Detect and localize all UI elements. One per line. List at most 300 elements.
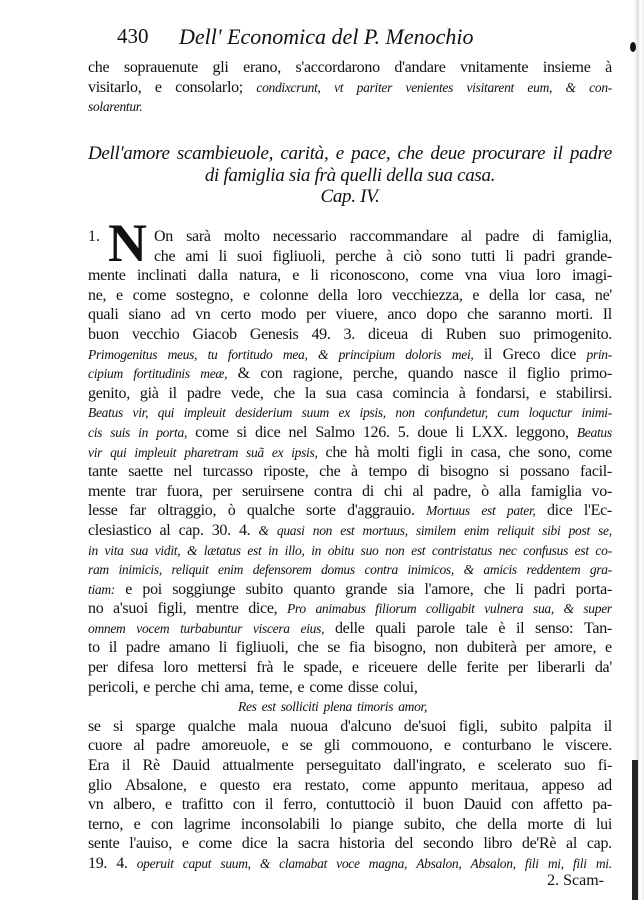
italian-text: conturbano: [462, 737, 532, 755]
italian-text: con: [232, 796, 255, 814]
italian-text: secondo: [423, 835, 474, 853]
italian-text: buon: [88, 325, 119, 343]
latin-quotation: pharetram: [184, 444, 239, 460]
italian-text: colui,: [383, 678, 418, 696]
latin-quotation: &: [259, 856, 271, 871]
latin-quotation: &: [258, 522, 269, 538]
italian-text: saranno: [498, 306, 546, 324]
italian-text: li: [455, 423, 464, 441]
italian-text: li: [505, 247, 514, 265]
italian-text: padre: [186, 384, 221, 402]
italian-text: fi-: [597, 757, 612, 775]
italian-text: nasce: [463, 365, 498, 383]
italian-text: ne,: [88, 286, 107, 304]
italian-text: fondarsi,: [475, 384, 530, 402]
italian-text: amore,: [553, 639, 597, 657]
italian-text: restato,: [304, 776, 349, 794]
text-line: [88, 678, 612, 698]
italian-text: riposte,: [263, 463, 309, 481]
italian-text: glio: [88, 776, 112, 794]
italian-text: historia: [339, 835, 385, 853]
italian-text: LXX.: [471, 423, 508, 441]
italian-text: perche: [335, 247, 377, 265]
text-line: [88, 580, 612, 600]
latin-quotation: mi,: [547, 856, 564, 871]
italian-text: doue: [417, 423, 448, 441]
latin-quotation: caput: [182, 856, 212, 871]
italian-text: grande-: [565, 247, 612, 265]
italian-text: morti.: [555, 306, 593, 324]
italian-text: al: [412, 482, 424, 500]
italian-text: le: [282, 659, 294, 677]
italian-text: Greco: [502, 345, 541, 363]
italian-text: casa,: [470, 443, 501, 461]
italian-text: e: [443, 737, 451, 755]
italian-text: Il: [602, 306, 612, 324]
italian-text: Absalone,: [124, 776, 187, 794]
italian-text: lagrime: [183, 815, 231, 833]
text-line: [88, 227, 612, 247]
italian-text: d'andare: [394, 59, 446, 76]
italian-text: Ruben: [445, 325, 487, 343]
latin-quotation: inimi-: [581, 405, 612, 421]
italian-text: soprauenute: [123, 59, 198, 76]
italian-text: difesa: [117, 659, 154, 677]
page-header: [117, 24, 577, 50]
italian-text: da': [594, 659, 612, 677]
italian-text: pa-: [592, 796, 612, 814]
italian-text: imagi-: [571, 267, 612, 285]
text-line: [88, 501, 612, 521]
italian-text: il: [264, 796, 274, 814]
italian-text: Giacob: [192, 325, 237, 343]
italian-text: siano: [128, 306, 161, 324]
latin-quotation: in: [138, 424, 149, 440]
latin-quotation: fili: [524, 856, 539, 871]
latin-quotation: principium: [338, 346, 395, 362]
italian-text: sostegno,: [175, 286, 234, 304]
italian-text: in: [450, 443, 463, 461]
italian-text: sacra: [297, 835, 330, 853]
italian-text: vn: [88, 796, 104, 814]
text-line: [88, 345, 612, 365]
italian-text: subito: [245, 580, 283, 598]
italian-text: turcasso: [202, 463, 253, 481]
latin-quotation: est: [411, 542, 426, 558]
latin-quotation: sibi: [542, 522, 561, 538]
italian-text: che: [319, 463, 341, 481]
italian-text: al: [159, 521, 171, 539]
latin-quotation: viscera: [252, 620, 290, 636]
italian-text: perche,: [352, 365, 398, 383]
italian-text: ferite: [466, 659, 499, 677]
italian-text: se: [327, 639, 341, 657]
latin-quotation: desiderium: [235, 405, 293, 421]
italian-text: riconoscono,: [330, 267, 409, 285]
italian-text: 19.: [88, 855, 108, 872]
italian-text: e: [604, 639, 612, 657]
italian-text: spade,: [303, 659, 343, 677]
italian-text: mettersi: [197, 659, 247, 677]
italian-text: gli: [323, 737, 340, 755]
italian-text: figlio: [526, 365, 560, 383]
italian-text: trafitto: [181, 796, 223, 814]
italian-text: sono: [431, 247, 461, 265]
italian-text: dopo: [426, 306, 458, 324]
section-number: 1.: [88, 228, 100, 245]
latin-quotation: suum,: [220, 856, 251, 871]
italian-text: to: [88, 639, 100, 657]
italian-text: di: [420, 325, 433, 343]
latin-quotation: nec: [498, 542, 517, 558]
italian-text: come: [198, 835, 232, 853]
italian-text: gli: [212, 59, 229, 76]
italian-text: il: [483, 345, 493, 363]
italian-text: scelerato: [497, 757, 552, 775]
latin-quotation: enim: [218, 562, 244, 578]
italian-text: contuttociò: [326, 796, 395, 814]
latin-quotation: clamabat: [279, 856, 328, 871]
italian-text: ragione,: [292, 365, 343, 383]
italian-text: e: [181, 835, 189, 853]
italian-text: lo: [330, 815, 342, 833]
italian-text: sorte: [306, 502, 336, 520]
italian-text: non: [434, 639, 458, 657]
italian-text: stabilirsi.: [556, 384, 612, 402]
italian-text: come: [419, 267, 454, 285]
latin-quotation: venientes: [405, 79, 454, 95]
scan-mark: [630, 42, 636, 52]
italian-text: necessario: [272, 228, 337, 245]
italian-text: suo: [499, 325, 521, 343]
text-line: [88, 403, 612, 423]
italian-text: figliuoli,: [235, 639, 289, 657]
latin-quotation: meus,: [167, 346, 198, 362]
italian-text: li: [310, 267, 319, 285]
latin-quotation: porta,: [156, 424, 188, 440]
text-line: [88, 521, 612, 541]
italian-text: della: [487, 815, 517, 833]
italian-text: molto: [223, 228, 260, 245]
italian-text: e: [292, 267, 300, 285]
italian-text: 49.: [311, 325, 331, 343]
latin-quotation: cis: [88, 424, 103, 440]
italian-text: clesiastico: [88, 521, 152, 539]
italian-text: e: [351, 659, 359, 677]
italian-text: figli: [417, 443, 443, 461]
italian-text: lesse: [88, 502, 118, 520]
latin-quotation: est: [574, 542, 589, 558]
italian-text: pericoli,: [88, 678, 139, 696]
italian-text: li: [515, 580, 524, 598]
latin-quotation: loquctur: [528, 405, 572, 421]
text-line: [88, 266, 612, 286]
italian-text: vede,: [230, 384, 264, 402]
italian-text: che: [154, 247, 176, 265]
italian-text: cap.: [586, 835, 612, 853]
italian-text: suoi: [236, 247, 263, 265]
italian-text: e: [116, 286, 123, 304]
latin-quotation: est: [247, 542, 262, 558]
italian-text: inclinati: [136, 267, 187, 285]
latin-quotation: super: [583, 601, 612, 617]
italian-text: se: [299, 737, 313, 755]
italian-text: al: [133, 737, 145, 755]
italian-text: se: [88, 717, 101, 735]
latin-quotation: illo,: [284, 542, 305, 558]
italian-text: parole: [416, 619, 455, 637]
text-line: [88, 756, 612, 776]
italian-text: sono,: [537, 443, 571, 461]
latin-quotation: in: [268, 542, 279, 558]
italian-text: figliuoli,: [272, 247, 326, 265]
latin-quotation: in: [311, 542, 322, 558]
text-line: [88, 854, 612, 874]
latin-quotation: quasi: [276, 522, 305, 538]
italian-text: Dauid: [172, 757, 210, 775]
italian-text: seruirsene: [242, 482, 304, 500]
italian-text: libro: [483, 835, 513, 853]
latin-quotation: fortitudo: [227, 346, 273, 362]
italian-text: che: [88, 59, 110, 76]
latin-quotation: timoris: [357, 699, 394, 715]
italian-text: dall'ingrato,: [393, 757, 466, 775]
italian-text: facil-: [580, 463, 612, 481]
italian-text: possano: [519, 463, 570, 481]
latin-quotation: Pro: [286, 601, 306, 617]
italian-text: la: [304, 384, 316, 402]
latin-quotation: suis: [110, 424, 131, 440]
italian-text: di: [362, 482, 374, 500]
italian-text: l'amore,: [424, 580, 474, 598]
latin-quotation: confundetur,: [424, 405, 488, 421]
italian-text: colonne: [259, 286, 309, 304]
italian-text: subito: [500, 717, 538, 735]
latin-quotation: impleuit: [183, 405, 226, 421]
italian-text: far: [129, 502, 146, 520]
latin-quotation: vidit,: [154, 542, 181, 558]
italian-text: Rè: [142, 757, 160, 775]
italian-text: hà: [354, 443, 370, 461]
text-line: [88, 247, 612, 267]
italian-text: e: [165, 796, 172, 814]
italian-text: ama,: [224, 678, 254, 696]
italian-text: diceua: [367, 325, 408, 343]
italian-text: erano,: [243, 59, 281, 76]
latin-quotation: mei,: [451, 346, 474, 362]
latin-quotation: operuit: [136, 856, 174, 871]
italian-text: ad: [597, 776, 612, 794]
italian-text: alla: [498, 482, 521, 500]
italian-text: delle: [334, 619, 365, 637]
italian-text: come: [361, 776, 396, 794]
italian-text: il: [108, 639, 117, 657]
italian-text: casa: [356, 384, 383, 402]
italian-text: li: [218, 247, 227, 265]
italian-text: oltraggio,: [157, 502, 217, 520]
text-line: [88, 462, 612, 482]
latin-quotation: Primogenitus: [88, 346, 158, 362]
italian-text: trar: [135, 482, 157, 500]
italian-text: amoreuole,: [201, 737, 270, 755]
latin-quotation: Mortuus: [426, 503, 470, 519]
italian-text: à: [458, 384, 466, 402]
italian-text: come: [195, 423, 229, 441]
italian-text: Tan-: [584, 619, 612, 637]
latin-quotation: plena: [323, 699, 353, 715]
italian-text: modo: [260, 306, 297, 324]
latin-quotation: similem: [415, 522, 456, 538]
italian-text: il: [404, 796, 414, 814]
italian-text: dice: [254, 423, 281, 441]
latin-quotation: vt: [334, 79, 344, 95]
text-line: [88, 834, 612, 854]
latin-quotation: vulnera: [484, 601, 524, 617]
italian-text: loro: [357, 286, 382, 304]
italian-text: viscere.: [565, 737, 612, 755]
italian-text: della: [317, 286, 348, 304]
latin-quotation: ram: [88, 562, 109, 578]
italian-text: molti: [377, 443, 410, 461]
italian-text: lui: [596, 815, 612, 833]
italian-text: terno,: [88, 815, 124, 833]
italian-text: tante: [88, 463, 118, 481]
text-line: [88, 325, 612, 345]
italian-text: che: [455, 815, 477, 833]
italian-text: palpita: [549, 717, 592, 735]
italian-text: Era: [88, 757, 110, 775]
italian-text: quanto: [293, 580, 335, 598]
italian-text: ferro,: [283, 796, 317, 814]
italian-text: Dauid: [463, 796, 502, 814]
italian-text: inconsolabili: [240, 815, 320, 833]
italian-text: qualche: [187, 717, 236, 735]
italian-text: liberarli: [537, 659, 586, 677]
italian-text: di: [573, 815, 586, 833]
latin-quotation: co-: [595, 542, 612, 558]
latin-quotation: lætatus: [203, 542, 241, 558]
italian-text: che: [273, 384, 295, 402]
latin-quotation: contristatus: [431, 542, 493, 558]
italian-text: 4.: [238, 521, 251, 539]
italian-text: de'Rè: [521, 835, 557, 853]
italian-text: raccommandare: [349, 228, 448, 245]
italian-text: disse: [347, 678, 379, 696]
page-number: 430: [117, 24, 149, 48]
italian-text: il: [508, 365, 517, 383]
italian-text: mente: [88, 482, 126, 500]
italian-text: à: [605, 59, 612, 76]
italian-text: casa,: [555, 286, 586, 304]
italian-text: e: [143, 678, 150, 696]
latin-quotation: &: [317, 346, 329, 362]
latin-quotation: ex: [271, 444, 284, 460]
italian-text: e: [154, 78, 162, 96]
latin-quotation: inimicos,: [407, 562, 454, 578]
italian-text: e: [242, 286, 250, 304]
italian-text: vnitamente: [460, 59, 529, 76]
italian-text: commouono,: [351, 737, 433, 755]
chapter-number: Cap. IV.: [320, 186, 380, 207]
latin-quotation: enim: [463, 522, 489, 538]
italian-text: affetto: [543, 796, 583, 814]
italian-text: saette: [128, 463, 163, 481]
italian-text: On: [154, 228, 173, 245]
latin-quotation: contra: [364, 562, 398, 578]
latin-quotation: se,: [598, 522, 612, 538]
text-line: [88, 599, 612, 619]
latin-quotation: defensorem: [252, 562, 312, 578]
italian-text: delle: [427, 659, 457, 677]
italian-text: teme,: [258, 678, 293, 696]
latin-quotation: non: [395, 405, 415, 421]
latin-quotation: voce: [336, 856, 360, 871]
italian-text: certo: [220, 306, 251, 324]
chapter-heading: [88, 143, 612, 208]
italian-text: al: [460, 228, 472, 245]
italian-text: si: [236, 423, 247, 441]
italian-text: perche: [154, 678, 196, 696]
italian-text: il: [168, 384, 177, 402]
italian-text: la: [277, 835, 289, 853]
italian-text: padre: [485, 228, 520, 245]
latin-quotation: non: [312, 522, 333, 538]
latin-quotation: visitarent: [466, 79, 514, 95]
italian-text: famiglia,: [557, 228, 612, 245]
italian-text: viua: [498, 267, 525, 285]
italian-text: e: [297, 678, 305, 696]
italian-text: consolarlo;: [175, 78, 243, 96]
italian-text: mala: [247, 717, 278, 735]
italian-text: come: [578, 443, 612, 461]
italian-text: vna: [464, 267, 487, 285]
latin-quotation: ex: [338, 405, 350, 421]
latin-quotation: est: [340, 522, 355, 538]
latin-quotation: fili: [572, 856, 587, 871]
italian-text: buon: [422, 796, 454, 814]
italian-text: è: [498, 619, 506, 637]
latin-quotation: Absalon,: [416, 856, 462, 871]
italian-text: dice: [241, 835, 268, 853]
latin-quotation: inimicis,: [118, 562, 162, 578]
italian-text: primo-: [570, 365, 612, 383]
italian-text: loro: [536, 267, 561, 285]
italian-text: 3.: [343, 325, 355, 343]
italian-text: nel: [173, 463, 193, 481]
running-head: Dell' Economica del P. Menochio: [179, 24, 474, 49]
text-line: [88, 482, 612, 502]
italian-text: con: [260, 365, 283, 383]
latin-quotation: ipsis,: [359, 405, 386, 421]
italian-text: padri: [533, 580, 566, 598]
latin-quotation: pater,: [506, 503, 536, 519]
latin-quotation: magna,: [368, 856, 408, 871]
text-line: [88, 97, 612, 117]
italian-text: attualmente: [222, 757, 294, 775]
italian-text: bisogno: [440, 463, 489, 481]
text-line: [88, 658, 612, 678]
italian-text: natura,: [238, 267, 281, 285]
italian-text: fuora,: [166, 482, 203, 500]
latin-quotation: omnem: [88, 620, 126, 636]
latin-quotation: prin-: [586, 346, 612, 362]
italian-text: tutti: [470, 247, 496, 265]
italian-text: già: [139, 384, 159, 402]
latin-quotation: Absalon,: [470, 856, 516, 871]
latin-quotation: non: [385, 542, 405, 558]
italian-text: viuere,: [335, 306, 378, 324]
italian-text: senso:: [535, 619, 574, 637]
